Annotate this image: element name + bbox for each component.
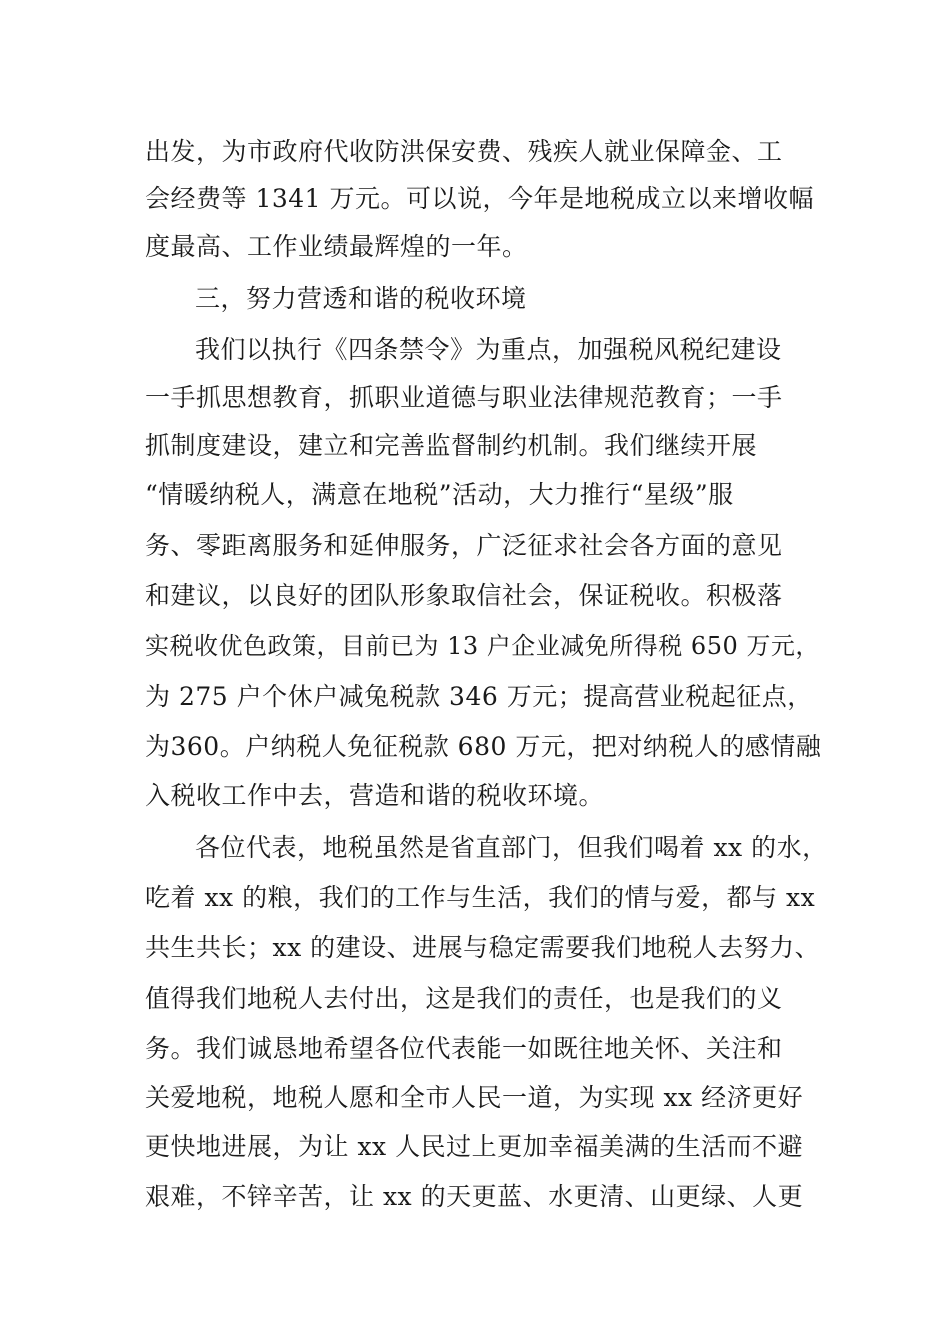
text-line: 值得我们地税人去付出，这是我们的责任，也是我们的义 xyxy=(145,984,783,1013)
text-line: 一手抓思想教育，抓职业道德与职业法律规范教育；一手 xyxy=(145,383,783,412)
text-line: 入税收工作中去，营造和谐的税收环境。 xyxy=(145,781,605,810)
text-line: 和建议，以良好的团队形象取信社会，保证税收。积极落 xyxy=(145,581,783,610)
text-line: 更快地进展，为让 xx 人民过上更加幸福美满的生活而不避 xyxy=(145,1132,804,1161)
text-line: 关爱地税，地税人愿和全市人民一道，为实现 xx 经济更好 xyxy=(145,1083,804,1112)
text-line: 共生共长；xx 的建设、进展与稳定需要我们地税人去努力、 xyxy=(145,933,821,962)
section-heading: 三，努力营透和谐的税收环境 xyxy=(195,284,527,313)
text-line: 度最高、工作业绩最辉煌的一年。 xyxy=(145,232,528,261)
text-line: 我们以执行《四条禁令》为重点，加强税风税纪建设 xyxy=(195,335,782,364)
text-line: 吃着 xx 的粮，我们的工作与生活，我们的情与爱，都与 xx xyxy=(145,883,816,912)
text-line: 各位代表，地税虽然是省直部门，但我们喝着 xx 的水， xyxy=(195,833,828,862)
text-line: 实税收优色政策，目前已为 13 户企业减免所得税 650 万元， xyxy=(145,632,820,660)
text-line: 抓制度建设，建立和完善监督制约机制。我们继续开展 xyxy=(145,431,758,460)
text-line: 务。我们诚恳地希望各位代表能一如既往地关怀、关注和 xyxy=(145,1034,783,1063)
text-line: 为360。户纳税人免征税款 680 万元，把对纳税人的感情融 xyxy=(145,732,822,761)
text-line: 出发，为市政府代收防洪保安费、残疾人就业保障金、工 xyxy=(145,137,783,166)
text-line: 为 275 户个休户减兔税款 346 万元；提高营业税起征点， xyxy=(145,682,813,711)
text-line: “情暖纳税人，满意在地税”活动，大力推行“星级”服 xyxy=(145,480,734,509)
text-line: 务、零距离服务和延伸服务，广泛征求社会各方面的意见 xyxy=(145,531,783,560)
text-line: 艰难，不锌辛苦，让 xx 的天更蓝、水更清、山更绿、人更 xyxy=(145,1182,804,1211)
text-line: 会经费等 1341 万元。可以说，今年是地税成立以来增收幅 xyxy=(145,184,815,213)
